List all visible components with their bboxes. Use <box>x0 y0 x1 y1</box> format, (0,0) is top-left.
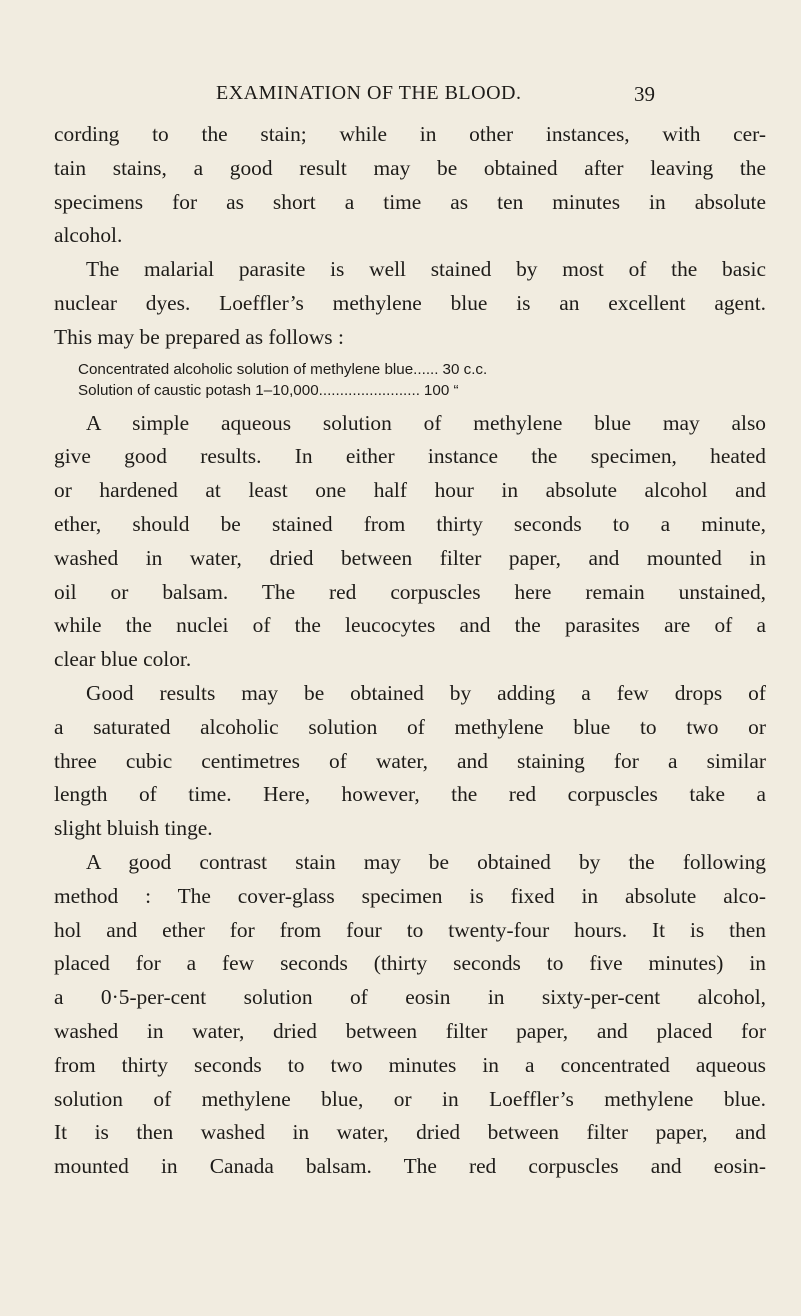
text-line: length of time. Here, however, the red corpuscles take a <box>54 782 766 807</box>
text-line: from thirty seconds to two minutes in a concentrated aqueous <box>54 1052 766 1077</box>
text-line: a saturated alcoholic solution of methylene blue to two or <box>54 714 766 739</box>
paragraph <box>54 407 766 677</box>
running-title: EXAMINATION OF THE BLOOD. <box>216 82 522 104</box>
text-line: or hardened at least one half hour in absolute alcohol and <box>54 478 766 503</box>
page-number: 39 <box>634 82 655 106</box>
text-line: This may be prepared as follows : <box>54 324 344 349</box>
text-line: washed in water, dried between filter paper, and mounted in <box>54 545 766 570</box>
page-header <box>0 82 801 112</box>
paragraph <box>54 677 766 846</box>
recipe-row <box>54 359 766 380</box>
text-line: while the nuclei of the leucocytes and the parasites are of a <box>54 613 766 638</box>
text-line: solution of methylene blue, or in Loeffler’s methylene blue. <box>54 1086 766 1111</box>
text-line: method : The cover-glass specimen is fixed in absolute alco- <box>54 883 766 908</box>
recipe-quantity: 30 c.c. <box>442 360 488 378</box>
text-line: mounted in Canada balsam. The red corpuscles and eosin- <box>54 1154 766 1179</box>
text-line: nuclear dyes. Loeffler’s methylene blue is an excellent agent. <box>54 290 766 315</box>
text-line: ether, should be stained from thirty seconds to a minute, <box>54 511 766 536</box>
text-line: oil or balsam. The red corpuscles here remain unstained, <box>54 579 766 604</box>
text-line: cording to the stain; while in other instances, with cer- <box>54 122 766 146</box>
recipe-item: Concentrated alcoholic solution of methylene blue...... <box>78 360 439 378</box>
body-text <box>54 118 766 1184</box>
text-line: a 0·5-per-cent solution of eosin in sixty-per-cent alcohol, <box>54 985 766 1010</box>
text-line: A good contrast stain may be obtained by the following <box>86 849 766 874</box>
text-line: alcohol. <box>54 223 123 248</box>
text-line: placed for a few seconds (thirty seconds to five minutes) in <box>54 951 766 976</box>
text-line: The malarial parasite is well stained by most of the basic <box>86 257 766 282</box>
text-line: A simple aqueous solution of methylene blue may also <box>86 410 766 435</box>
paragraph <box>54 253 766 354</box>
text-line: give good results. In either instance the specimen, heated <box>54 444 766 469</box>
text-line: tain stains, a good result may be obtained after leaving the <box>54 155 766 180</box>
recipe-item: Solution of caustic potash 1–10,000........................ <box>78 381 420 399</box>
recipe-row <box>54 380 766 401</box>
recipe-table <box>54 359 766 401</box>
paragraph <box>54 118 766 253</box>
text-line: three cubic centimetres of water, and staining for a similar <box>54 748 766 773</box>
text-line: specimens for as short a time as ten minutes in absolute <box>54 189 766 214</box>
text-line: slight bluish tinge. <box>54 816 213 841</box>
text-line: It is then washed in water, dried between filter paper, and <box>54 1120 766 1145</box>
paragraph <box>54 846 766 1184</box>
text-line: washed in water, dried between filter paper, and placed for <box>54 1018 766 1043</box>
recipe-quantity: 100 “ <box>423 381 459 399</box>
text-line: clear blue color. <box>54 647 192 672</box>
text-line: hol and ether for from four to twenty-four hours. It is then <box>54 917 766 942</box>
text-line: Good results may be obtained by adding a few drops of <box>86 680 766 705</box>
